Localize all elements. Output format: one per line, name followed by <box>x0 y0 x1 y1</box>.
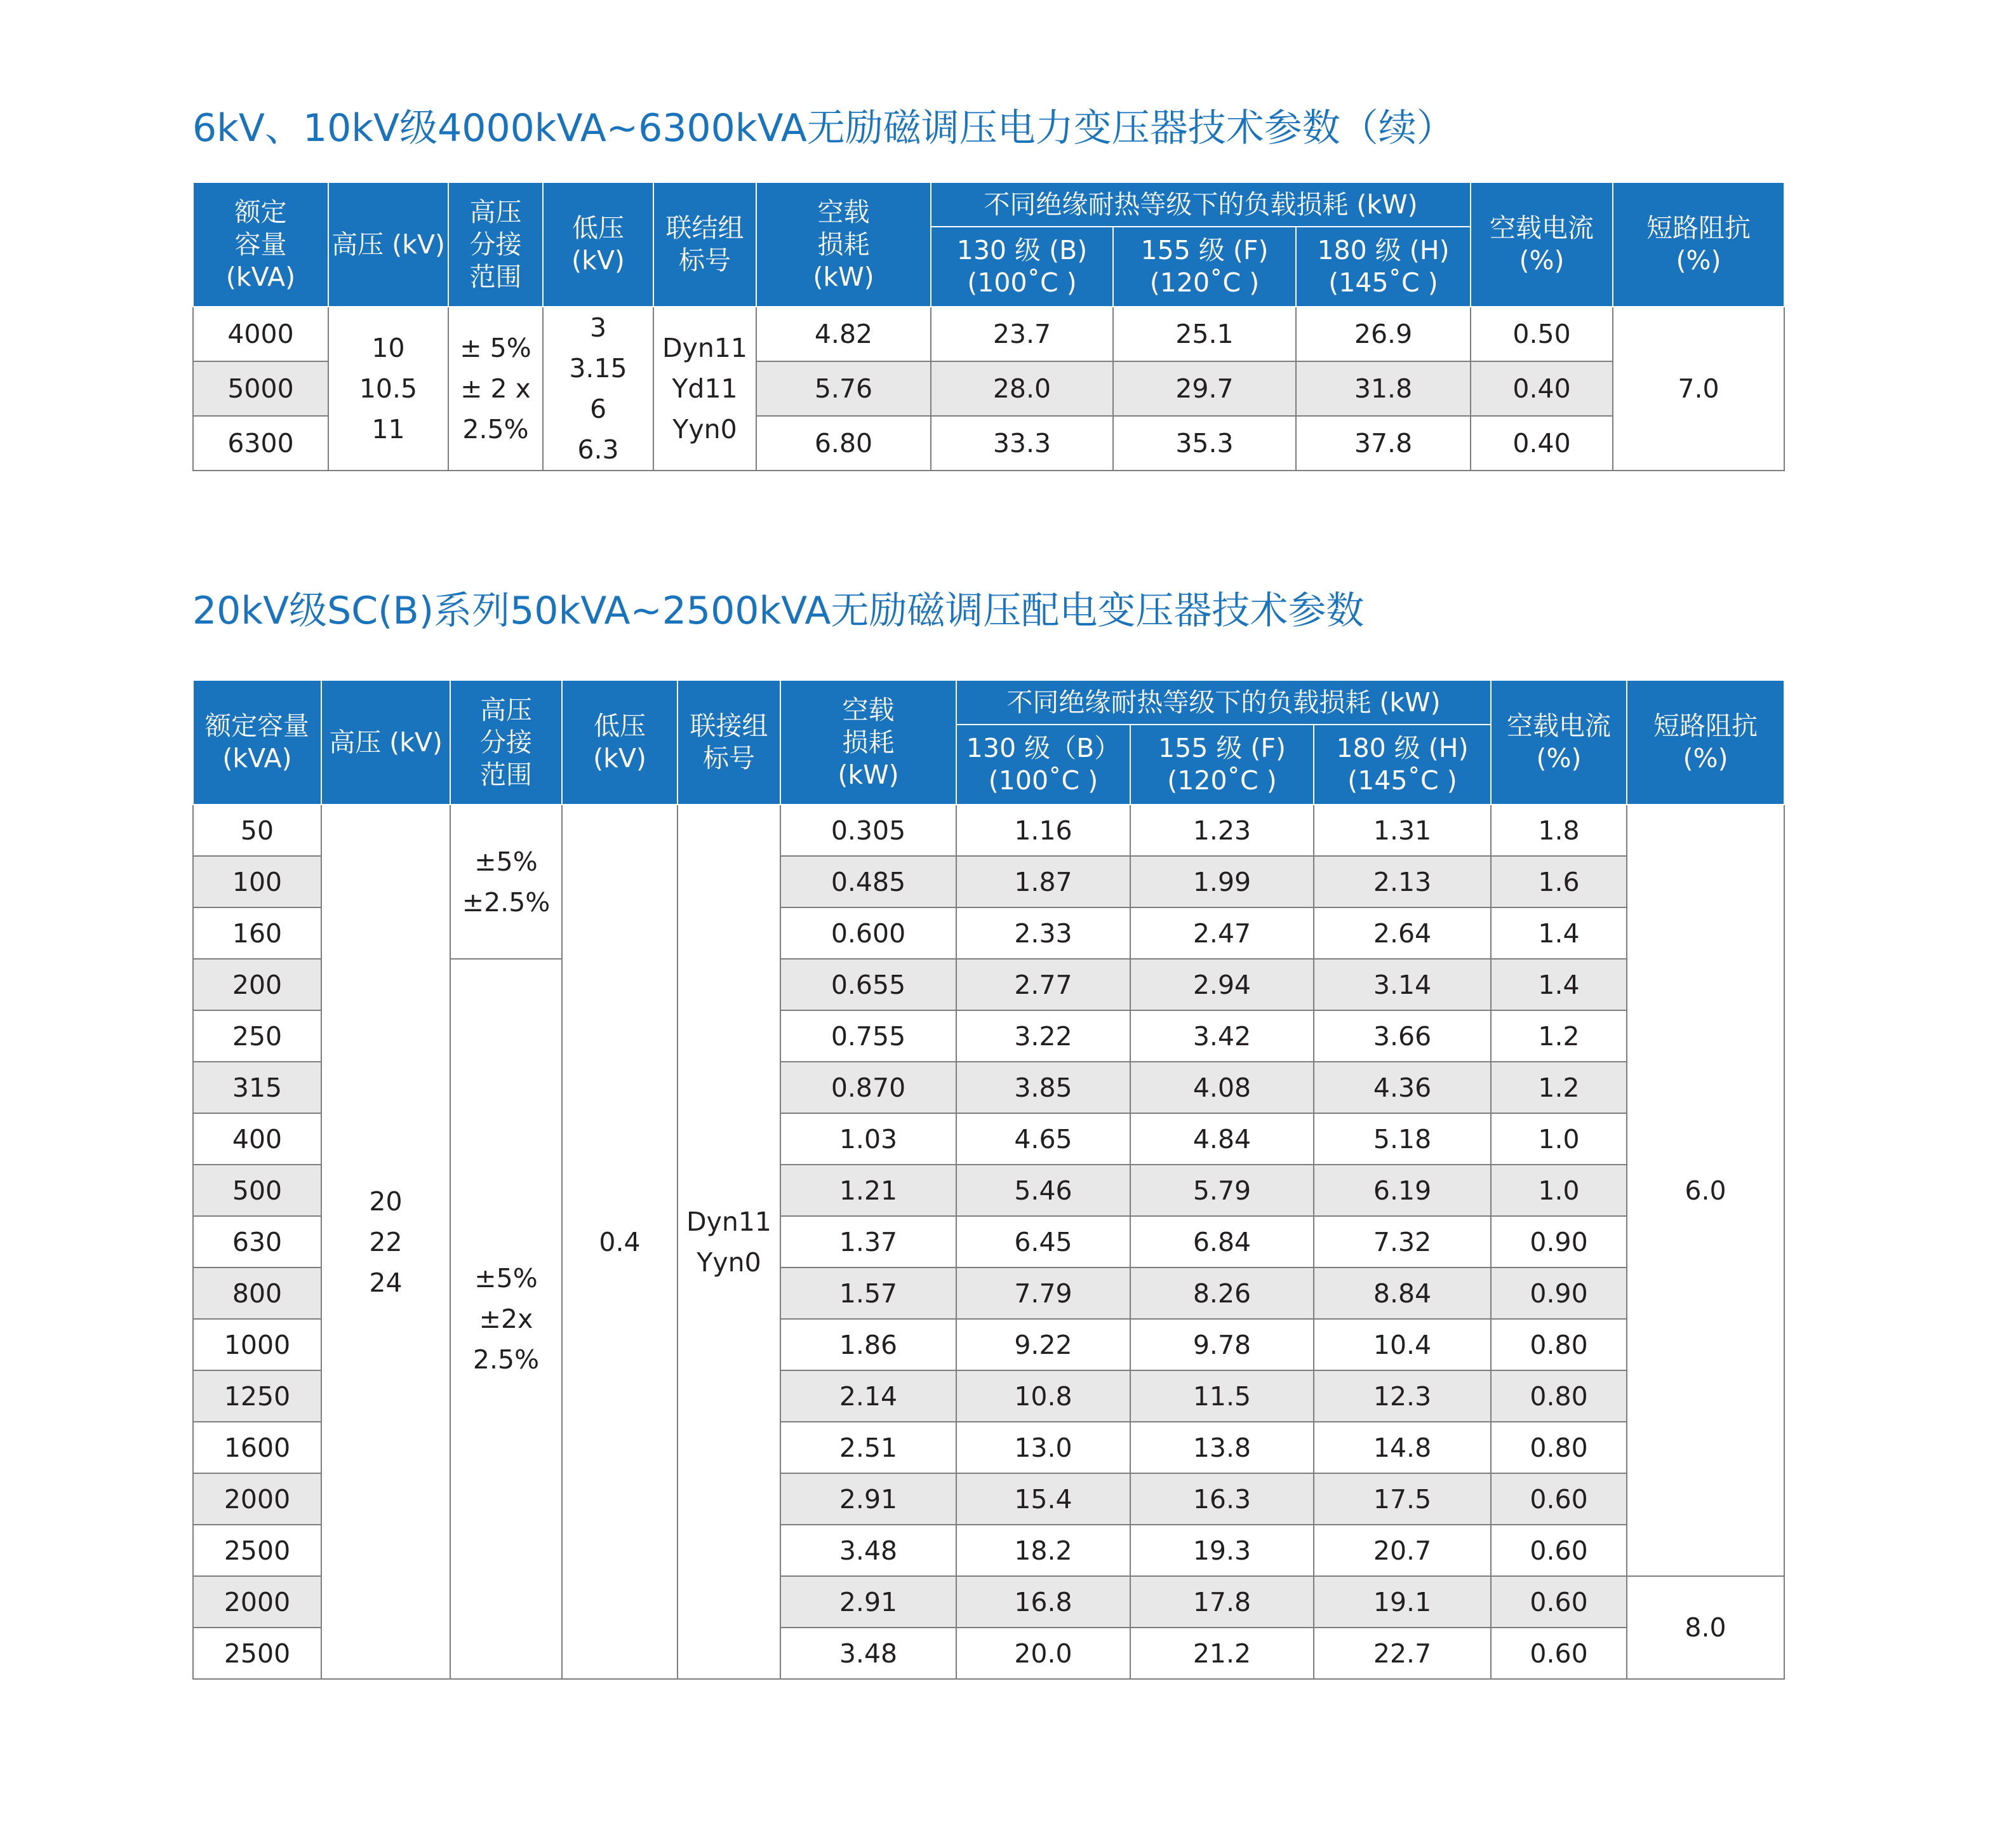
capacity-cell: 4000 <box>193 307 328 361</box>
loss-f-cell: 6.84 <box>1130 1216 1314 1267</box>
capacity-cell: 160 <box>193 907 321 959</box>
loss-f-cell: 25.1 <box>1113 307 1296 361</box>
loss-h-cell: 3.66 <box>1314 1010 1491 1062</box>
header-class-f: 155 级 (F) (120˚C ) <box>1130 725 1314 805</box>
noload-current-cell: 0.50 <box>1471 307 1613 361</box>
noload-loss-cell: 1.86 <box>780 1319 956 1370</box>
loss-h-cell: 19.1 <box>1314 1576 1491 1628</box>
noload-loss-cell: 0.870 <box>780 1062 956 1113</box>
noload-current-cell: 0.60 <box>1491 1576 1627 1628</box>
noload-loss-cell: 0.755 <box>780 1010 956 1062</box>
loss-b-cell: 13.0 <box>956 1422 1130 1473</box>
loss-b-cell: 3.85 <box>956 1062 1130 1113</box>
header-class-b: 130 级（B） (100˚C ) <box>956 725 1130 805</box>
noload-loss-cell: 0.655 <box>780 959 956 1010</box>
noload-loss-cell: 0.600 <box>780 907 956 959</box>
noload-current-cell: 1.6 <box>1491 856 1627 907</box>
vector-merged-cell: Dyn11 Yd11 Yyn0 <box>653 307 756 471</box>
capacity-cell: 1000 <box>193 1319 321 1370</box>
loss-h-cell: 1.31 <box>1314 805 1491 856</box>
noload-current-cell: 1.0 <box>1491 1113 1627 1165</box>
header-tap-range: 高压 分接 范围 <box>450 680 562 805</box>
noload-current-cell: 0.60 <box>1491 1628 1627 1679</box>
loss-f-cell: 2.94 <box>1130 959 1314 1010</box>
header-vector-group: 联接组 标号 <box>678 680 780 805</box>
loss-b-cell: 3.22 <box>956 1010 1130 1062</box>
capacity-cell: 2500 <box>193 1525 321 1576</box>
noload-current-cell: 0.90 <box>1491 1216 1627 1267</box>
loss-b-cell: 9.22 <box>956 1319 1130 1370</box>
hv-merged-cell: 10 10.5 11 <box>328 307 448 471</box>
loss-f-cell: 8.26 <box>1130 1267 1314 1319</box>
loss-b-cell: 4.65 <box>956 1113 1130 1165</box>
capacity-cell: 400 <box>193 1113 321 1165</box>
loss-f-cell: 1.23 <box>1130 805 1314 856</box>
loss-h-cell: 6.19 <box>1314 1165 1491 1216</box>
noload-current-cell: 0.40 <box>1471 361 1613 416</box>
loss-b-cell: 23.7 <box>931 307 1113 361</box>
loss-h-cell: 20.7 <box>1314 1525 1491 1576</box>
loss-b-cell: 2.77 <box>956 959 1130 1010</box>
capacity-cell: 2000 <box>193 1576 321 1628</box>
vector-merged-cell: Dyn11 Yyn0 <box>678 805 780 1679</box>
loss-h-cell: 3.14 <box>1314 959 1491 1010</box>
noload-loss-cell: 4.82 <box>756 307 931 361</box>
impedance-merged-cell: 7.0 <box>1613 307 1784 471</box>
header-noload-loss: 空载 损耗 (kW) <box>756 182 931 307</box>
loss-b-cell: 28.0 <box>931 361 1113 416</box>
noload-loss-cell: 2.91 <box>780 1576 956 1628</box>
capacity-cell: 50 <box>193 805 321 856</box>
header-noload-loss: 空载 损耗 (kW) <box>780 680 956 805</box>
header-rated-capacity: 额定容量 (kVA) <box>193 680 321 805</box>
loss-h-cell: 22.7 <box>1314 1628 1491 1679</box>
capacity-cell: 1600 <box>193 1422 321 1473</box>
capacity-cell: 5000 <box>193 361 328 416</box>
noload-current-cell: 1.4 <box>1491 959 1627 1010</box>
loss-h-cell: 17.5 <box>1314 1473 1491 1525</box>
noload-loss-cell: 1.21 <box>780 1165 956 1216</box>
header-noload-current: 空载电流 (%) <box>1471 182 1613 307</box>
impedance-merged-cell-b: 8.0 <box>1627 1576 1784 1679</box>
loss-b-cell: 6.45 <box>956 1216 1130 1267</box>
loss-b-cell: 16.8 <box>956 1576 1130 1628</box>
loss-f-cell: 13.8 <box>1130 1422 1314 1473</box>
loss-h-cell: 2.64 <box>1314 907 1491 959</box>
table-row <box>193 805 1784 856</box>
loss-b-cell: 18.2 <box>956 1525 1130 1576</box>
header-load-loss-group: 不同绝缘耐热等级下的负载损耗 (kW) <box>931 182 1471 227</box>
noload-current-cell: 1.0 <box>1491 1165 1627 1216</box>
noload-current-cell: 0.60 <box>1491 1525 1627 1576</box>
loss-h-cell: 10.4 <box>1314 1319 1491 1370</box>
loss-f-cell: 3.42 <box>1130 1010 1314 1062</box>
loss-f-cell: 9.78 <box>1130 1319 1314 1370</box>
header-high-voltage: 高压 (kV) <box>328 182 448 307</box>
capacity-cell: 6300 <box>193 416 328 471</box>
capacity-cell: 200 <box>193 959 321 1010</box>
loss-f-cell: 11.5 <box>1130 1370 1314 1422</box>
noload-current-cell: 0.80 <box>1491 1422 1627 1473</box>
loss-f-cell: 19.3 <box>1130 1525 1314 1576</box>
header-impedance: 短路阻抗 (%) <box>1613 182 1784 307</box>
loss-h-cell: 31.8 <box>1296 361 1471 416</box>
noload-current-cell: 0.80 <box>1491 1319 1627 1370</box>
noload-current-cell: 0.40 <box>1471 416 1613 471</box>
table2-body <box>193 805 1784 1679</box>
noload-loss-cell: 3.48 <box>780 1628 956 1679</box>
noload-loss-cell: 6.80 <box>756 416 931 471</box>
header-vector-group: 联结组 标号 <box>653 182 756 307</box>
loss-f-cell: 16.3 <box>1130 1473 1314 1525</box>
header-tap-range: 高压 分接 范围 <box>448 182 543 307</box>
capacity-cell: 800 <box>193 1267 321 1319</box>
noload-loss-cell: 0.485 <box>780 856 956 907</box>
loss-f-cell: 35.3 <box>1113 416 1296 471</box>
loss-f-cell: 21.2 <box>1130 1628 1314 1679</box>
capacity-cell: 630 <box>193 1216 321 1267</box>
capacity-cell: 2000 <box>193 1473 321 1525</box>
tap-merged-cell-b: ±5% ±2x 2.5% <box>450 959 562 1679</box>
noload-loss-cell: 1.57 <box>780 1267 956 1319</box>
loss-b-cell: 1.87 <box>956 856 1130 907</box>
loss-h-cell: 7.32 <box>1314 1216 1491 1267</box>
header-rated-capacity: 额定 容量 (kVA) <box>193 182 328 307</box>
capacity-cell: 100 <box>193 856 321 907</box>
loss-h-cell: 4.36 <box>1314 1062 1491 1113</box>
noload-current-cell: 1.2 <box>1491 1010 1627 1062</box>
table2-title: 20kV级SC(B)系列50kVA~2500kVA无励磁调压配电变压器技术参数 <box>192 589 1365 633</box>
noload-loss-cell: 2.14 <box>780 1370 956 1422</box>
loss-f-cell: 17.8 <box>1130 1576 1314 1628</box>
header-class-h: 180 级 (H) (145˚C ) <box>1314 725 1491 805</box>
loss-b-cell: 2.33 <box>956 907 1130 959</box>
noload-loss-cell: 5.76 <box>756 361 931 416</box>
noload-loss-cell: 1.37 <box>780 1216 956 1267</box>
loss-h-cell: 12.3 <box>1314 1370 1491 1422</box>
loss-b-cell: 10.8 <box>956 1370 1130 1422</box>
header-high-voltage: 高压 (kV) <box>321 680 450 805</box>
loss-f-cell: 2.47 <box>1130 907 1314 959</box>
noload-current-cell: 1.8 <box>1491 805 1627 856</box>
capacity-cell: 1250 <box>193 1370 321 1422</box>
loss-h-cell: 2.13 <box>1314 856 1491 907</box>
noload-loss-cell: 2.51 <box>780 1422 956 1473</box>
table1-title: 6kV、10kV级4000kVA~6300kVA无励磁调压电力变压器技术参数（续） <box>192 106 1455 150</box>
loss-b-cell: 15.4 <box>956 1473 1130 1525</box>
tap-merged-cell-a: ±5% ±2.5% <box>450 805 562 959</box>
noload-current-cell: 1.4 <box>1491 907 1627 959</box>
loss-h-cell: 26.9 <box>1296 307 1471 361</box>
noload-loss-cell: 3.48 <box>780 1525 956 1576</box>
header-class-h: 180 级 (H) (145˚C ) <box>1296 227 1471 307</box>
loss-b-cell: 7.79 <box>956 1267 1130 1319</box>
transformer-spec-table-20kv <box>192 679 1785 1680</box>
noload-current-cell: 0.60 <box>1491 1473 1627 1525</box>
noload-current-cell: 1.2 <box>1491 1062 1627 1113</box>
loss-h-cell: 37.8 <box>1296 416 1471 471</box>
header-noload-current: 空载电流 (%) <box>1491 680 1627 805</box>
capacity-cell: 2500 <box>193 1628 321 1679</box>
noload-current-cell: 0.90 <box>1491 1267 1627 1319</box>
loss-f-cell: 29.7 <box>1113 361 1296 416</box>
loss-f-cell: 4.84 <box>1130 1113 1314 1165</box>
capacity-cell: 250 <box>193 1010 321 1062</box>
loss-b-cell: 5.46 <box>956 1165 1130 1216</box>
loss-b-cell: 33.3 <box>931 416 1113 471</box>
loss-h-cell: 8.84 <box>1314 1267 1491 1319</box>
lv-merged-cell: 3 3.15 6 6.3 <box>543 307 653 471</box>
header-low-voltage: 低压 (kV) <box>562 680 678 805</box>
loss-b-cell: 20.0 <box>956 1628 1130 1679</box>
loss-b-cell: 1.16 <box>956 805 1130 856</box>
table-row <box>193 307 1784 361</box>
loss-f-cell: 4.08 <box>1130 1062 1314 1113</box>
capacity-cell: 500 <box>193 1165 321 1216</box>
loss-h-cell: 14.8 <box>1314 1422 1491 1473</box>
capacity-cell: 315 <box>193 1062 321 1113</box>
hv-merged-cell: 20 22 24 <box>321 805 450 1679</box>
loss-f-cell: 1.99 <box>1130 856 1314 907</box>
transformer-spec-table-6-10kv <box>192 182 1785 471</box>
header-class-f: 155 级 (F) (120˚C ) <box>1113 227 1296 307</box>
noload-loss-cell: 0.305 <box>780 805 956 856</box>
noload-loss-cell: 1.03 <box>780 1113 956 1165</box>
impedance-merged-cell-a: 6.0 <box>1627 805 1784 1576</box>
tap-merged-cell: ± 5% ± 2 x 2.5% <box>448 307 543 471</box>
lv-merged-cell: 0.4 <box>562 805 678 1679</box>
loss-h-cell: 5.18 <box>1314 1113 1491 1165</box>
header-class-b: 130 级 (B) (100˚C ) <box>931 227 1113 307</box>
header-impedance: 短路阻抗 (%) <box>1627 680 1784 805</box>
header-low-voltage: 低压 (kV) <box>543 182 653 307</box>
loss-f-cell: 5.79 <box>1130 1165 1314 1216</box>
header-load-loss-group: 不同绝缘耐热等级下的负载损耗 (kW) <box>956 680 1491 725</box>
noload-loss-cell: 2.91 <box>780 1473 956 1525</box>
noload-current-cell: 0.80 <box>1491 1370 1627 1422</box>
